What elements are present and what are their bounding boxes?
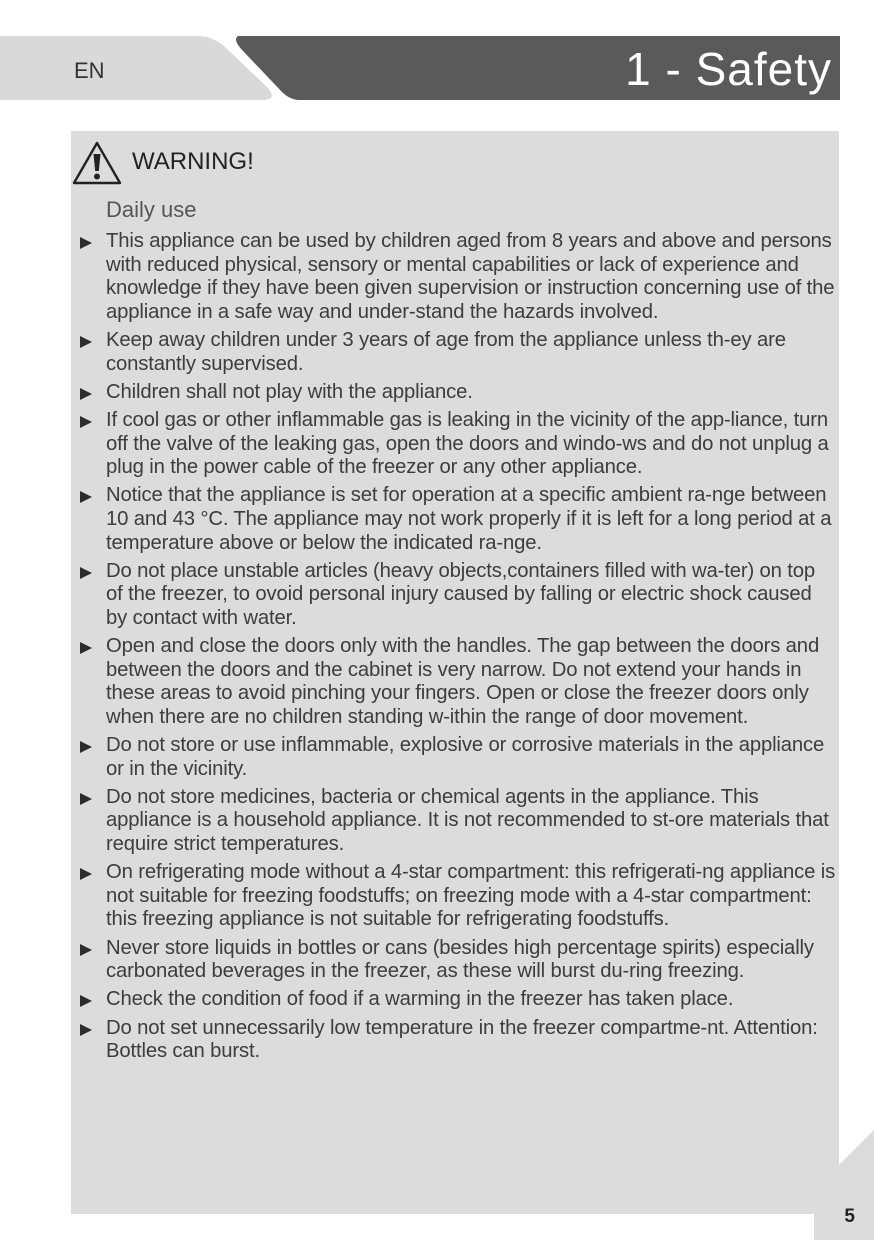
list-item: On refrigerating mode without a 4-star compartment: this refrigerati-ng appliance is not suitable for freezing foodstuffs; on freezing mode with a 4-star compartment: this freezing appliance is not suitable for refrigerating foodstuffs. — [76, 861, 836, 932]
page-number: 5 — [844, 1206, 855, 1227]
language-label: EN — [74, 58, 105, 83]
bullet-arrow-icon — [80, 995, 92, 1007]
list-item: Do not store medicines, bacteria or chemical agents in the appliance. This appliance is a household appliance. It is not recommended to st-ore materials that require strict temperatures. — [76, 786, 836, 857]
section-title: 1 - Safety — [625, 43, 832, 95]
bullet-arrow-icon — [80, 388, 92, 400]
list-item: Never store liquids in bottles or cans (besides high percentage spirits) especially carbonated beverages in the freezer, as these will burst du-ring freezing. — [76, 937, 836, 984]
list-item: Keep away children under 3 years of age from the appliance unless th-ey are constantly supervised. — [76, 329, 836, 376]
bullet-arrow-icon — [80, 944, 92, 956]
list-item: Open and close the doors only with the handles. The gap between the doors and between the doors and the cabinet is very narrow. Do not extend your hands in these areas to avoid pinching your fingers. Open or close the freezer doors only when there are no children standing w-ithin the range of door movement. — [76, 635, 836, 729]
bullet-arrow-icon — [80, 491, 92, 503]
bullet-arrow-icon — [80, 567, 92, 579]
list-item: This appliance can be used by children aged from 8 years and above and persons with reduced physical, sensory or mental capabilities or lack of experience and knowledge if they have been given supervision or instruction concerning use of the appliance in a safe way and under-stand the hazards involved. — [76, 230, 836, 324]
bullet-arrow-icon — [80, 336, 92, 348]
bullet-arrow-icon — [80, 237, 92, 249]
bullet-arrow-icon — [80, 1024, 92, 1036]
list-item: If cool gas or other inflammable gas is leaking in the vicinity of the app-liance, turn off the valve of the leaking gas, open the doors and windo-ws and do not unplug a plug in the power cable of the freezer or any other appliance. — [76, 409, 836, 480]
bullet-arrow-icon — [80, 868, 92, 880]
list-item: Children shall not play with the appliance. — [76, 381, 836, 405]
bullet-arrow-icon — [80, 642, 92, 654]
page-header — [0, 0, 874, 110]
bullet-arrow-icon — [80, 793, 92, 805]
warning-triangle-icon — [71, 140, 123, 186]
warning-label: WARNING! — [132, 148, 254, 175]
safety-list — [76, 230, 836, 1068]
bullet-arrow-icon — [80, 416, 92, 428]
list-item: Do not set unnecessarily low temperature in the freezer compartme-nt. Attention: Bottles can burst. — [76, 1017, 836, 1064]
bullet-arrow-icon — [80, 741, 92, 753]
list-item: Do not place unstable articles (heavy objects,containers filled with wa-ter) on top of the freezer, to ovoid personal injury caused by falling or electric shock caused by contact with water. — [76, 560, 836, 631]
list-item: Check the condition of food if a warming in the freezer has taken place. — [76, 988, 836, 1012]
list-item: Notice that the appliance is set for operation at a specific ambient ra-nge between 10 and 43 °C. The appliance may not work properly if it is left for a long period at a temperature above or below the indicated ra-nge. — [76, 484, 836, 555]
subheading: Daily use — [106, 197, 197, 222]
list-item: Do not store or use inflammable, explosive or corrosive materials in the appliance or in the vicinity. — [76, 734, 836, 781]
